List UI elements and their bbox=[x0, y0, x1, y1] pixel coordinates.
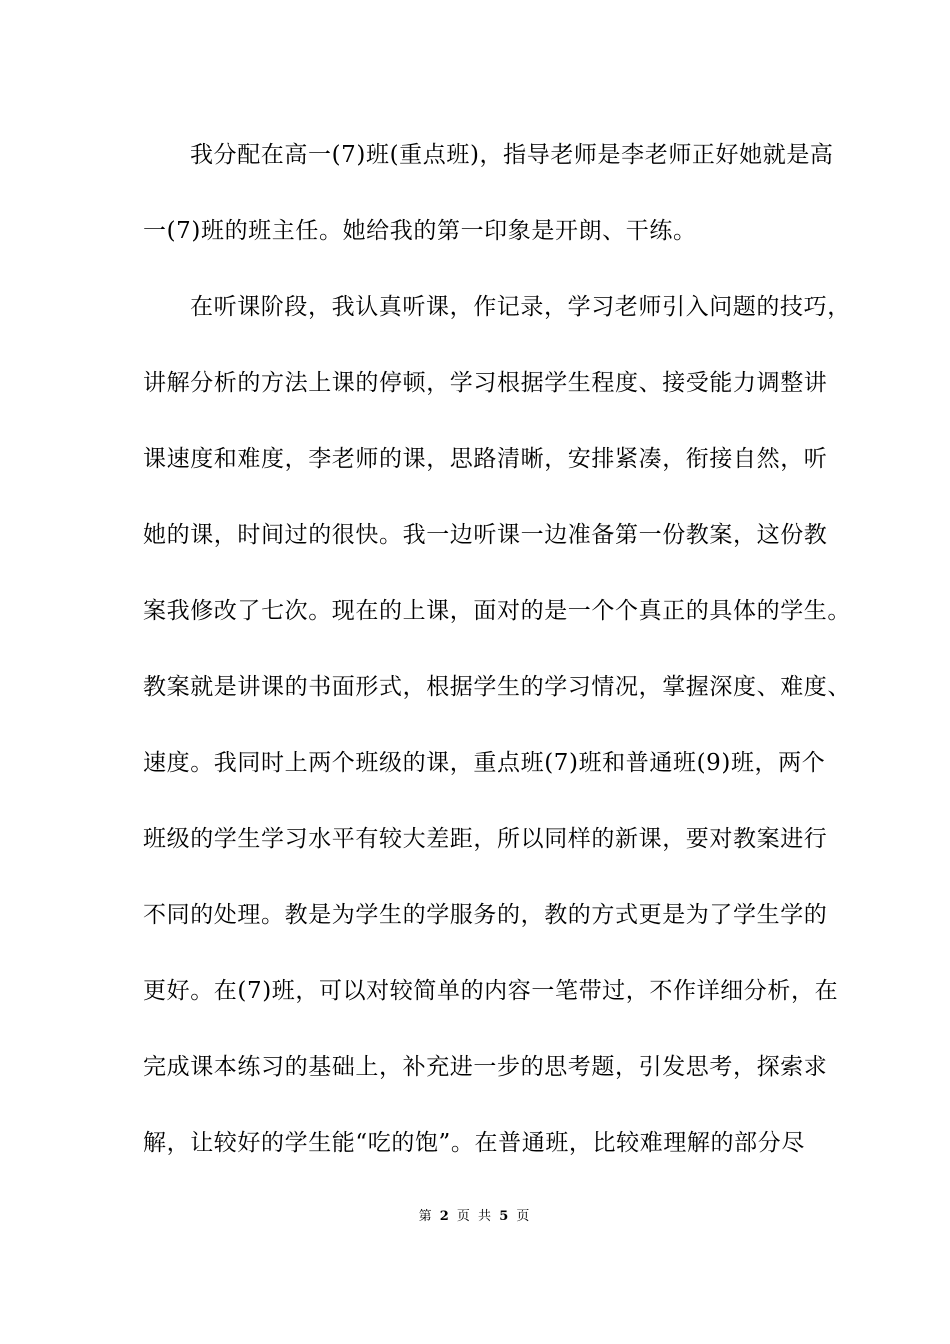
paragraph-line: 案我修改了七次。现在的上课，面对的是一个个真正的具体的学生。 bbox=[143, 598, 851, 624]
paragraph-line: 一(7)班的班主任。她给我的第一印象是开朗、干练。 bbox=[143, 218, 697, 244]
paragraph-line: 完成课本练习的基础上，补充进一步的思考题，引发思考，探索求 bbox=[143, 1054, 828, 1080]
paragraph-line: 我分配在高一(7)班(重点班)，指导老师是李老师正好她就是高 bbox=[190, 142, 834, 168]
paragraph-line: 不同的处理。教是为学生的学服务的，教的方式更是为了学生学的 bbox=[143, 902, 828, 928]
paragraph-line: 讲解分析的方法上课的停顿，学习根据学生程度、接受能力调整讲 bbox=[143, 370, 828, 396]
page-footer bbox=[0, 1208, 950, 1226]
paragraph-line: 速度。我同时上两个班级的课，重点班(7)班和普通班(9)班，两个 bbox=[143, 750, 826, 776]
paragraph-line: 解，让较好的学生能“吃的饱”。在普通班，比较难理解的部分尽 bbox=[143, 1130, 805, 1156]
total-pages-number: 5 bbox=[499, 1209, 511, 1224]
footer-prefix: 第 bbox=[418, 1209, 434, 1224]
paragraph-line: 教案就是讲课的书面形式，根据学生的学习情况，掌握深度、难度、 bbox=[143, 674, 851, 700]
paragraph-line: 班级的学生学习水平有较大差距，所以同样的新课，要对教案进行 bbox=[143, 826, 828, 852]
paragraph-line: 她的课，时间过的很快。我一边听课一边准备第一份教案，这份教 bbox=[143, 522, 828, 548]
paragraph-line: 更好。在(7)班，可以对较简单的内容一笔带过，不作详细分析，在 bbox=[143, 978, 839, 1004]
footer-middle: 页 共 bbox=[456, 1209, 494, 1224]
current-page-number: 2 bbox=[439, 1209, 451, 1224]
paragraph-line: 课速度和难度，李老师的课，思路清晰，安排紧凑，衔接自然，听 bbox=[143, 446, 828, 472]
footer-suffix: 页 bbox=[516, 1209, 532, 1224]
paragraph-line: 在听课阶段，我认真听课，作记录，学习老师引入问题的技巧， bbox=[190, 294, 851, 320]
